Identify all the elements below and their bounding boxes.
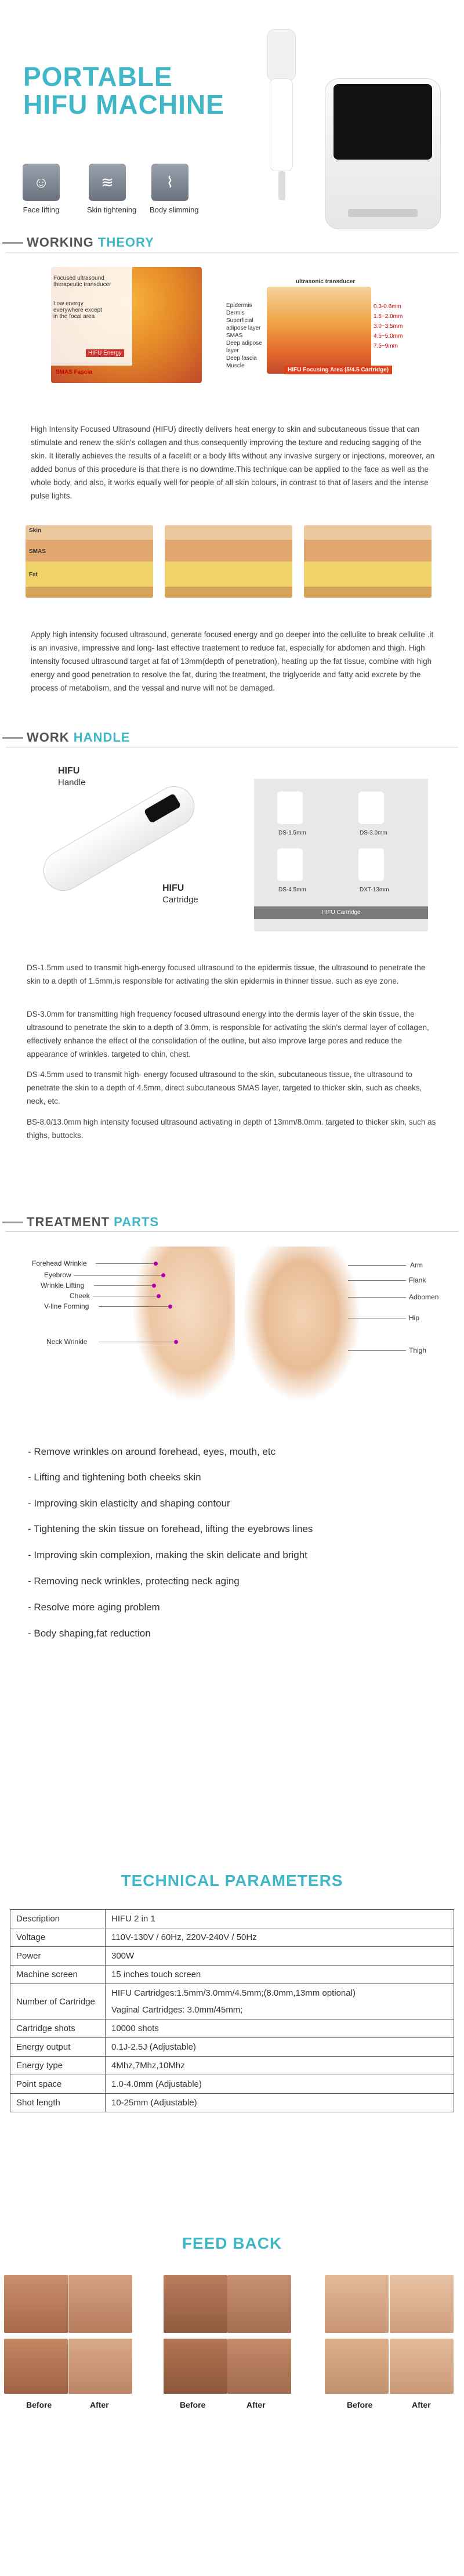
hero-title: PORTABLE HIFU MACHINE <box>23 62 224 120</box>
treatment-bullet: - Removing neck wrinkles, protecting neck aging <box>28 1576 240 1587</box>
cartridge-panel: DS-1.5mm DS-3.0mm DS-4.5mm DXT-13mm HIFU Cartridge <box>254 779 428 931</box>
feature-body-slimming: ⌇ Body slimming <box>150 164 190 214</box>
theory-paragraph-1: High Intensity Focused Ultrasound (HIFU) directly delivers heat energy to skin and subcutaneous tissue that can stimulate and renew the skin's collagen and thus consequently improving the texture and reducing sagging of the skin. It literally achieves the results of a facelift or a body lifts without any invasive surgery or injections, moreover, an added bonus of this procedure is that there is no downtime.This technique can be applied to the face as well as the whole body, and also, it works equally well for people of all skin colours, in contrast to that of lasers and the intense pulse lights. <box>31 425 435 500</box>
skin-layers-diagram-3 <box>304 525 432 598</box>
section-treatment-parts: TREATMENT PARTS <box>0 1212 464 1233</box>
face-lifting-icon: ☺ <box>23 164 60 201</box>
feedback-before-3a <box>325 2275 389 2333</box>
cartridge-desc-1: DS-1.5mm used to transmit high-energy focused ultrasound to the epidermis tissue, the ultrasound to penetrate the skin to a depth of 1.5mm,is responsible for activating the skin epidermis in thinner tissue. such as eye zone. <box>27 963 426 985</box>
table-row: Energy type 4Mhz,7Mhz,10Mhz <box>10 2057 454 2075</box>
face-treatment-image <box>133 1247 235 1400</box>
skin-layers-diagram-2 <box>165 525 292 598</box>
feedback-after-2b <box>227 2339 291 2394</box>
section-working-theory: WORKING THEORY <box>0 232 464 253</box>
hifu-handle-image: HIFU Handle HIFU Cartridge <box>12 760 232 934</box>
feedback-after-1b <box>68 2339 132 2394</box>
skin-tightening-icon: ≋ <box>89 164 126 201</box>
feedback-before-2a <box>164 2275 227 2333</box>
ultrasonic-transducer-diagram: ultrasonic transducer Epidermis Dermis Superficial adipose layer SMAS Deep adipose layer Deep fascia Muscle 0.3-0.6mm 1.5~2.0mm 3.0~3.5mm 4.5~5.0mm 7.5~9mm HIFU Focusing Area (5/4.5 Cartridge) <box>226 279 403 373</box>
feedback-after-1a <box>68 2275 132 2333</box>
treatment-bullet: - Improving skin complexion, making the skin delicate and bright <box>28 1549 307 1560</box>
table-row: Description HIFU 2 in 1 <box>10 1910 454 1928</box>
feedback-before-1b <box>4 2339 68 2394</box>
feedback-after-2a <box>227 2275 291 2333</box>
feature-skin-tightening: ≋ Skin tightening <box>87 164 128 214</box>
treatment-bullet: - Lifting and tightening both cheeks skin <box>28 1472 201 1483</box>
table-row: Cartridge shots 10000 shots <box>10 2019 454 2038</box>
hifu-machine-image <box>255 23 447 238</box>
cartridge-desc-4: BS-8.0/13.0mm high intensity focused ultrasound activating in depth of 13mm/8.0mm. targeted to thicker skin, such as thighs, buttocks. <box>27 1118 436 1140</box>
treatment-bullet: - Body shaping,fat reduction <box>28 1628 151 1639</box>
technical-table <box>10 1909 454 2112</box>
treatment-bullet: - Improving skin elasticity and shaping contour <box>28 1498 230 1509</box>
table-row: Energy output 0.1J-2.5J (Adjustable) <box>10 2038 454 2057</box>
feedback-before-1a <box>4 2275 68 2333</box>
cartridge-desc-3: DS-4.5mm used to transmit high- energy focused ultrasound to the skin, subcutaneous tissue, the ultrasound to penetrate the skin to a depth of 4.5mm, direct subcutaneous SMAS layer, targeted to thicker skin, such as cheeks, neck, etc. <box>27 1070 422 1105</box>
table-row: Machine screen 15 inches touch screen <box>10 1966 454 1984</box>
feedback-after-3b <box>390 2339 454 2394</box>
table-row: Power 300W <box>10 1947 454 1966</box>
theory-paragraph-2: Apply high intensity focused ultrasound, generate focused energy and go deeper into the cellulite to break cellulite .it is an invasive, impressive and long- last effective traetement to reduce fat, especially for abdomen and thigh. High intensity focused ultrasound target at fat of 13mm(depth of penetration), heating up the fat tissue, combine with high energy and good penetration to resolve the fat, during the treatment, the triglyceride and fatty acid excrete by the process of metabolism, and the vessal and nurve will not be damaged. <box>31 630 434 692</box>
feedback-before-2b <box>164 2339 227 2394</box>
technical-title: TECHNICAL PARAMETERS <box>121 1872 343 1889</box>
hifu-energy-diagram: Focused ultrasound therapeutic transducer Low energy everywhere except in the focal area HIFU Energy SMAS Fascia <box>51 267 202 383</box>
table-row: Voltage 110V-130V / 60Hz, 220V-240V / 50Hz <box>10 1928 454 1947</box>
section-work-handle: WORK HANDLE <box>0 727 464 748</box>
feedback-title: FEED BACK <box>182 2234 282 2252</box>
table-row: Point space 1.0-4.0mm (Adjustable) <box>10 2075 454 2094</box>
treatment-bullet: - Resolve more aging problem <box>28 1602 160 1613</box>
feedback-after-3a <box>390 2275 454 2333</box>
treatment-bullet: - Tightening the skin tissue on forehead, lifting the eyebrows lines <box>28 1523 313 1534</box>
table-row: Number of Cartridge HIFU Cartridges:1.5mm/3.0mm/4.5mm;(8.0mm,13mm optional) Vaginal Cartridges: 3.0mm/45mm; <box>10 1984 454 2019</box>
cartridge-desc-2: DS-3.0mm for transmitting high frequency focused ultrasound energy into the dermis layer of the skin tissue, the ultrasound to penetrate the skin to a depth of 3.0mm, is responsible for activating the skin's dermal layer of collagen, effectively enhance the effect of the consolidation of the outline, but also improve large pores and reduce the appearance of wrinkles. targeted to chin, chest. <box>27 1010 429 1058</box>
feature-face-lifting: ☺ Face lifting <box>21 164 61 214</box>
body-treatment-image <box>244 1247 360 1400</box>
treatment-bullet: - Remove wrinkles on around forehead, eyes, mouth, etc <box>28 1446 276 1457</box>
feedback-before-3b <box>325 2339 389 2394</box>
skin-layers-diagram-1: Skin SMAS Fat <box>26 525 153 598</box>
body-slimming-icon: ⌇ <box>151 164 188 201</box>
table-row: Shot length 10-25mm (Adjustable) <box>10 2094 454 2112</box>
